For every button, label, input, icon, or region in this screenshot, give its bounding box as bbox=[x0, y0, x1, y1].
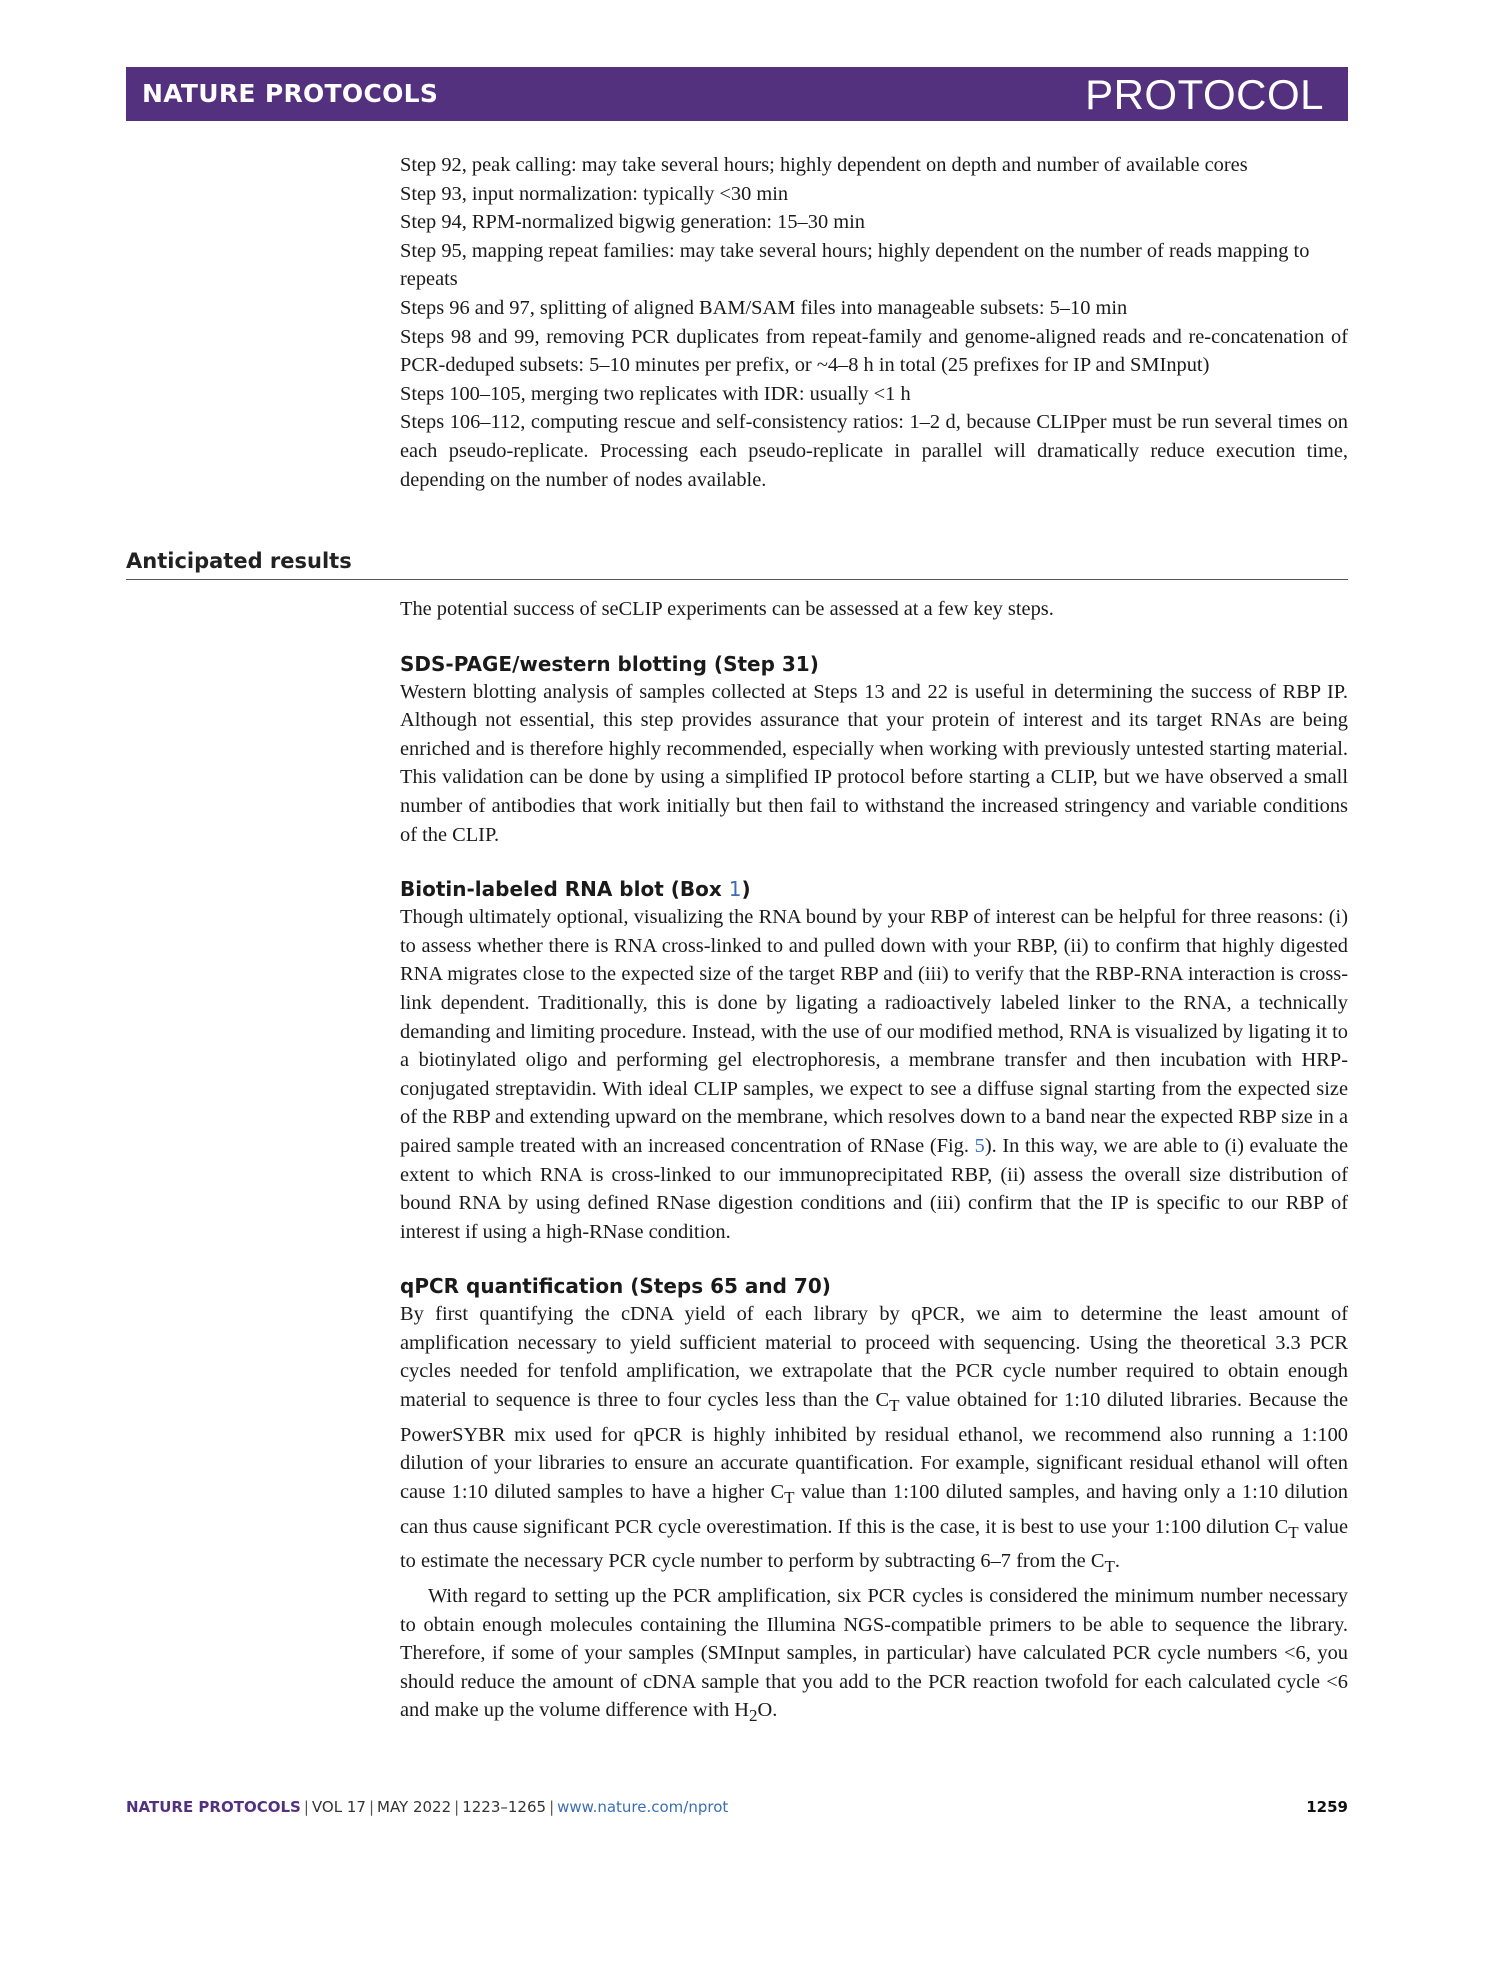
timing-item: Steps 106–112, computing rescue and self-consistency ratios: 1–2 d, because CLIPper must be run several times on each pseudo-replicate. Processing each pseudo-replicate in parallel will dramatically reduce execution time, depending on the number of nodes available. bbox=[400, 411, 1348, 491]
subscript-t: T bbox=[1104, 1557, 1115, 1577]
qpcr-text-part: value than 1:100 diluted samples, and having only a 1:10 dilution can thus cause significant PCR cycle overestimation. If this is the case, it is best to use your 1:100 dilution C bbox=[400, 1480, 1349, 1538]
biotin-text-part: ). In this way, we are able to (i) evaluate the extent to which RNA is cross-linked to our immunoprecipitated RBP, (ii) assess the overall size distribution of bound RNA by using defined RNase digestion conditions and (iii) confirm that the IP is specific to our RBP of interest if using a high-RNase condition. bbox=[400, 1134, 1349, 1243]
subscript-t: T bbox=[784, 1488, 795, 1507]
figure-5-link[interactable]: 5 bbox=[974, 1134, 985, 1157]
page-footer bbox=[126, 1798, 1348, 1822]
journal-name: NATURE PROTOCOLS bbox=[142, 79, 439, 108]
footer-volume: VOL 17 bbox=[311, 1798, 366, 1816]
footer-url-link[interactable]: www.nature.com/nprot bbox=[557, 1798, 729, 1816]
timing-list bbox=[400, 151, 1348, 494]
journal-header-bar bbox=[126, 67, 1348, 121]
page-number: 1259 bbox=[1306, 1798, 1348, 1816]
timing-item: Step 93, input normalization: typically <30 min bbox=[400, 182, 789, 205]
subscript-2: 2 bbox=[748, 1706, 758, 1726]
box-1-link[interactable]: 1 bbox=[728, 877, 742, 902]
footer-journal: NATURE PROTOCOLS bbox=[126, 1798, 301, 1816]
subscript-t: T bbox=[1288, 1522, 1299, 1542]
footer-date: MAY 2022 bbox=[377, 1798, 452, 1816]
biotin-text-part: Though ultimately optional, visualizing the RNA bound by your RBP of interest can be helpful for three reasons: (i) to assess whether there is RNA cross-linked to and pulled down with your RBP, (ii) to confirm that highly digested RNA migrates close to the expected size of the target RBP and (iii) to verify that the RBP-RNA interaction is cross-link dependent. Traditionally, this is done by ligating a radioactively labeled linker to the RNA, a technically demanding and limiting procedure. Instead, with the use of our modified method, RNA is visualized by ligating it to a biotinylated oligo and performing gel electrophoresis, a membrane transfer and then incubation with HRP-conjugated streptavidin. With ideal CLIP samples, we expect to see a diffuse signal starting from the expected size of the RBP and extending upward on the membrane, which resolves down to a band near the expected RBP size in a paired sample treated with an increased concentration of RNase (Fig. bbox=[400, 906, 1348, 1157]
biotin-heading-text: Biotin-labeled RNA blot (Box bbox=[400, 877, 729, 902]
timing-item: Steps 98 and 99, removing PCR duplicates from repeat-family and genome-aligned reads and re-concatenation of PCR-deduped subsets: 5–10 minutes per prefix, or ~4–8 h in total (25 prefixes for IP and SMInput) bbox=[400, 325, 1348, 377]
qpcr-text-part: O. bbox=[757, 1699, 778, 1722]
section-heading-anticipated-results: Anticipated results bbox=[126, 549, 352, 573]
qpcr-paragraph-1 bbox=[400, 1300, 1348, 1582]
article-type-label: PROTOCOL bbox=[1085, 71, 1324, 118]
subheading-qpcr: qPCR quantification (Steps 65 and 70) bbox=[400, 1274, 831, 1299]
subheading-biotin-blot bbox=[400, 875, 1348, 903]
footer-separator: | bbox=[368, 1798, 374, 1816]
footer-separator: | bbox=[549, 1798, 555, 1816]
timing-item: Step 94, RPM-normalized bigwig generation: 15–30 min bbox=[400, 211, 865, 234]
biotin-paragraph bbox=[400, 903, 1348, 1246]
qpcr-text-part: By first quantifying the cDNA yield of each library by qPCR, we aim to determine the least amount of amplification necessary to yield sufficient material to proceed with sequencing. Using the theoretical 3.3 PCR cycles needed for tenfold amplification, we extrapolate that the PCR cycle number required to obtain enough material to sequence is three to four cycles less than the C bbox=[400, 1303, 1348, 1412]
anticipated-results-body bbox=[400, 595, 1348, 1731]
biotin-heading-close: ) bbox=[741, 877, 751, 902]
timing-item: Step 92, peak calling: may take several hours; highly dependent on depth and number of available cores bbox=[400, 154, 1248, 176]
qpcr-paragraph-2 bbox=[400, 1582, 1348, 1731]
timing-item: Step 95, mapping repeat families: may take several hours; highly dependent on the number of reads mapping to repeats bbox=[400, 239, 1310, 291]
subscript-t: T bbox=[889, 1396, 900, 1416]
qpcr-text-part: value to estimate the necessary PCR cycle number to perform by subtracting 6–7 from the C bbox=[400, 1515, 1348, 1573]
subheading-sds-page: SDS-PAGE/western blotting (Step 31) bbox=[400, 651, 819, 676]
footer-pages: 1223–1265 bbox=[462, 1798, 547, 1816]
footer-separator: | bbox=[454, 1798, 460, 1816]
qpcr-text-part: value obtained for 1:10 diluted libraries. Because the PowerSYBR mix used for qPCR is highly inhibited by residual ethanol, we recommend also running a 1:100 dilution of your libraries to ensure an accurate quantification. For example, significant residual ethanol will often cause 1:10 diluted samples to have a higher C bbox=[400, 1389, 1348, 1503]
timing-item: Steps 96 and 97, splitting of aligned BAM/SAM files into manageable subsets: 5–10 min bbox=[400, 296, 1128, 319]
section-divider bbox=[126, 579, 1348, 580]
qpcr-text-part: . bbox=[1114, 1550, 1120, 1573]
footer-separator: | bbox=[303, 1798, 309, 1816]
intro-paragraph: The potential success of seCLIP experiments can be assessed at a few key steps. bbox=[400, 598, 1054, 620]
sds-paragraph: Western blotting analysis of samples collected at Steps 13 and 22 is useful in determining the success of RBP IP. Although not essential, this step provides assurance that your protein of interest and its target RNAs are being enriched and is therefore highly recommended, especially when working with previously untested starting material. This validation can be done by using a simplified IP protocol before starting a CLIP, but we have observed a small number of antibodies that work initially but then fail to withstand the increased stringency and variable conditions of the CLIP. bbox=[400, 680, 1348, 846]
timing-item: Steps 100–105, merging two replicates with IDR: usually <1 h bbox=[400, 382, 911, 405]
qpcr-text-part: With regard to setting up the PCR amplification, six PCR cycles is considered the minimum number necessary to obtain enough molecules containing the Illumina NGS-compatible primers to be able to sequence the library. Therefore, if some of your samples (SMInput samples, in particular) have calculated PCR cycle numbers <6, you should reduce the amount of cDNA sample that you add to the PCR reaction twofold for each calculated cycle <6 and make up the volume difference with H bbox=[400, 1584, 1348, 1722]
